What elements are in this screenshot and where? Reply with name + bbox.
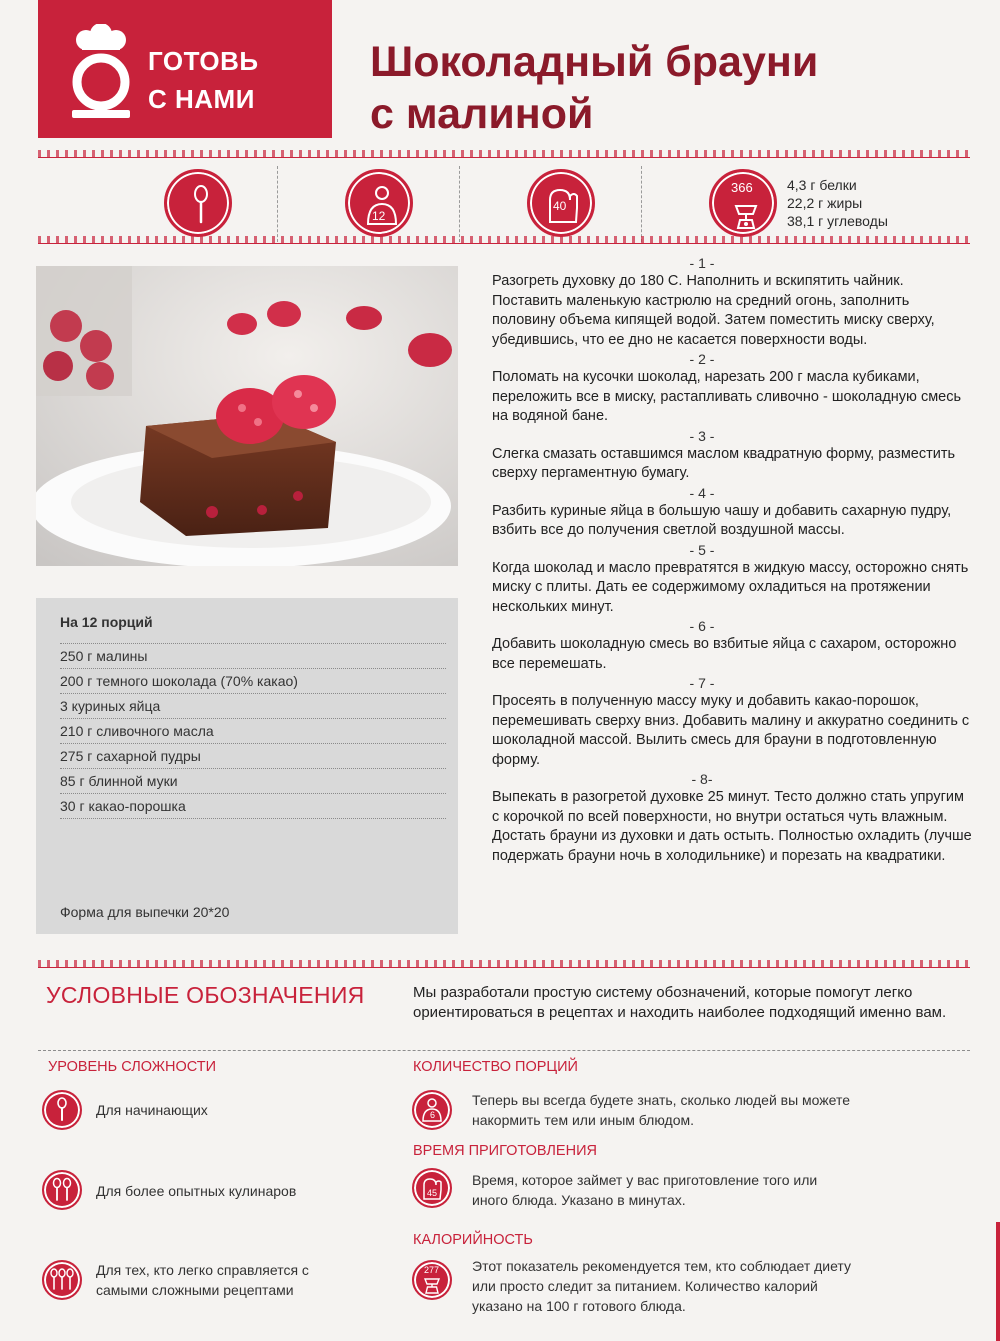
- info-divider: [459, 166, 460, 242]
- step-number: - 8-: [691, 771, 713, 787]
- calories-description: Этот показатель рекомендуется тем, кто соблюдает диету или просто следит за питанием. Количество калорий указано на 100 г готового блюда.: [472, 1258, 852, 1314]
- time-value: 40: [553, 199, 567, 213]
- info-divider: [277, 166, 278, 242]
- time-description: Время, которое займет у вас приготовление того или иного блюда. Указано в минутах.: [472, 1172, 818, 1208]
- step-number: - 1 -: [689, 255, 715, 271]
- nutrition-facts: [787, 176, 888, 230]
- nutrition-carbs: 38,1 г углеводы: [787, 213, 888, 229]
- recipe-title: [370, 36, 930, 140]
- time-heading: ВРЕМЯ ПРИГОТОВЛЕНИЯ: [413, 1143, 597, 1159]
- step: [492, 674, 972, 770]
- step: [492, 541, 972, 618]
- step: [492, 350, 972, 427]
- ingredients-header: На 12 порций: [60, 614, 153, 630]
- step-text: Разогреть духовку до 180 С. Наполнить и вскипятить чайник. Поставить маленькую кастрюлю на средний огонь, заполнить половину объема кипящей водой. Затем поместить миску сверху, убедившись, что ее дно не касается поверхности воды.: [492, 273, 935, 348]
- step-number: - 5 -: [689, 541, 715, 558]
- servings-legend-indicator: [412, 1090, 452, 1130]
- step: [492, 617, 972, 674]
- recipe-steps: [492, 254, 972, 866]
- step-number: - 7 -: [689, 675, 715, 691]
- ingredient-item: 275 г сахарной пудры: [60, 743, 446, 768]
- ingredients-divider: [60, 818, 446, 819]
- recipe-title-line-1: Шоколадный брауни: [370, 38, 819, 86]
- step-number: - 4 -: [689, 484, 715, 501]
- difficulty-medium-label: Для более опытных кулинаров: [96, 1183, 297, 1199]
- servings-description: Теперь вы всегда будете знать, сколько людей вы можете накормить тем или иным блюдом.: [472, 1092, 851, 1128]
- chef-hat-logo-icon: [66, 24, 136, 120]
- legend-divider: [38, 1050, 970, 1051]
- spoon-icon: [167, 172, 235, 240]
- ingredient-item: 30 г какао-порошка: [60, 793, 446, 818]
- three-spoons-icon: [42, 1260, 82, 1300]
- time-legend-value: 45: [427, 1188, 438, 1198]
- ingredient-item: 3 куриных яйца: [60, 693, 446, 718]
- servings-indicator: [345, 169, 413, 237]
- step: [492, 484, 972, 541]
- baking-form-note: Форма для выпечки 20*20: [60, 904, 230, 920]
- ingredient-item: 200 г темного шоколада (70% какао): [60, 668, 446, 693]
- difficulty-easy-indicator: [42, 1090, 82, 1130]
- info-rule: [38, 243, 970, 244]
- step-number: - 6 -: [689, 618, 715, 634]
- step-text: Когда шоколад и масло превратятся в жидкую массу, осторожно снять миску с плиты. Дать ее содержимому охладиться на протяжении нескольких минут.: [492, 559, 969, 615]
- ingredient-item: 85 г блинной муки: [60, 768, 446, 793]
- person-icon: [348, 172, 416, 240]
- spoon-icon: [42, 1090, 82, 1130]
- servings-value: 12: [372, 209, 386, 223]
- step: [492, 770, 972, 866]
- two-spoons-icon: [42, 1170, 82, 1210]
- step: [492, 254, 972, 350]
- ingredient-item: 210 г сливочного масла: [60, 718, 446, 743]
- difficulty-indicator: [164, 169, 232, 237]
- nutrition-protein: 4,3 г белки: [787, 177, 857, 193]
- step-text: Добавить шоколадную смесь во взбитые яйца с сахаром, осторожно все перемешать.: [492, 636, 957, 672]
- difficulty-medium-indicator: [42, 1170, 82, 1210]
- servings-legend-value: 6: [430, 1110, 436, 1120]
- calories-heading: КАЛОРИЙНОСТЬ: [413, 1232, 533, 1248]
- difficulty-heading: УРОВЕНЬ СЛОЖНОСТИ: [48, 1059, 217, 1075]
- nutrition-fat: 22,2 г жиры: [787, 195, 863, 211]
- brand-text: [148, 42, 259, 118]
- calories-legend-value: 277: [424, 1265, 440, 1275]
- recipe-title-line-2: с малиной: [370, 90, 594, 138]
- brand-block: [38, 0, 332, 138]
- ingredients-panel: [36, 598, 458, 934]
- ingredient-item: 250 г малины: [60, 643, 446, 668]
- legend-rule: [38, 967, 970, 968]
- step-text: Слегка смазать оставшимся маслом квадратную форму, разместить сверху пергаментную бумагу.: [492, 445, 956, 481]
- calories-value: 366: [731, 180, 753, 195]
- info-divider: [641, 166, 642, 242]
- step-text: Просеять в полученную массу муку и добавить какао-порошок, перемешивать сверху вниз. Добавить малину и аккуратно соединить с шоколадной массой. Вылить смесь для брауни в подготовленную форму.: [492, 693, 970, 768]
- calories-legend-indicator: [412, 1260, 452, 1300]
- time-indicator: [527, 169, 595, 237]
- legend-title: УСЛОВНЫЕ ОБОЗНАЧЕНИЯ: [46, 982, 365, 1008]
- step-text: Разбить куриные яйца в большую чашу и добавить сахарную пудру, взбить все до получения светлой воздушной массы.: [492, 502, 952, 538]
- difficulty-hard-indicator: [42, 1260, 82, 1300]
- step-number: - 3 -: [689, 427, 715, 444]
- top-rule: [38, 157, 970, 158]
- difficulty-easy-label: Для начинающих: [96, 1102, 208, 1118]
- servings-heading: КОЛИЧЕСТВО ПОРЦИЙ: [413, 1059, 578, 1075]
- brand-line-2: С НАМИ: [148, 84, 255, 114]
- brownie-photo: [36, 266, 458, 566]
- step-text: Поломать на кусочки шоколад, нарезать 200 г масла кубиками, переложить все в миску, растапливать сливочно - шоколадную смесь на водяной бане.: [492, 369, 962, 424]
- step-number: - 2 -: [689, 351, 715, 367]
- time-legend-indicator: [412, 1168, 452, 1208]
- legend-intro: Мы разработали простую систему обозначений, которые помогут легко ориентироваться в рецептах и находить наиболее подходящий именно вам.: [413, 984, 947, 1021]
- difficulty-hard-label: Для тех, кто легко справляется с самыми сложными рецептами: [96, 1262, 309, 1298]
- calories-indicator: [709, 169, 777, 237]
- step-text: Выпекать в разогретой духовке 25 минут. Тесто должно стать упругим с корочкой по всей поверхности, но внутри остаться чуть влажным. Достать брауни из духовки и дать остыть. Полностью охладить (лучше подержать брауни ночь в холодильнике) и порезать на квадратики.: [492, 789, 972, 864]
- brand-line-1: ГОТОВЬ: [148, 46, 259, 76]
- page-edge-marker: [996, 1222, 1000, 1341]
- step: [492, 427, 972, 484]
